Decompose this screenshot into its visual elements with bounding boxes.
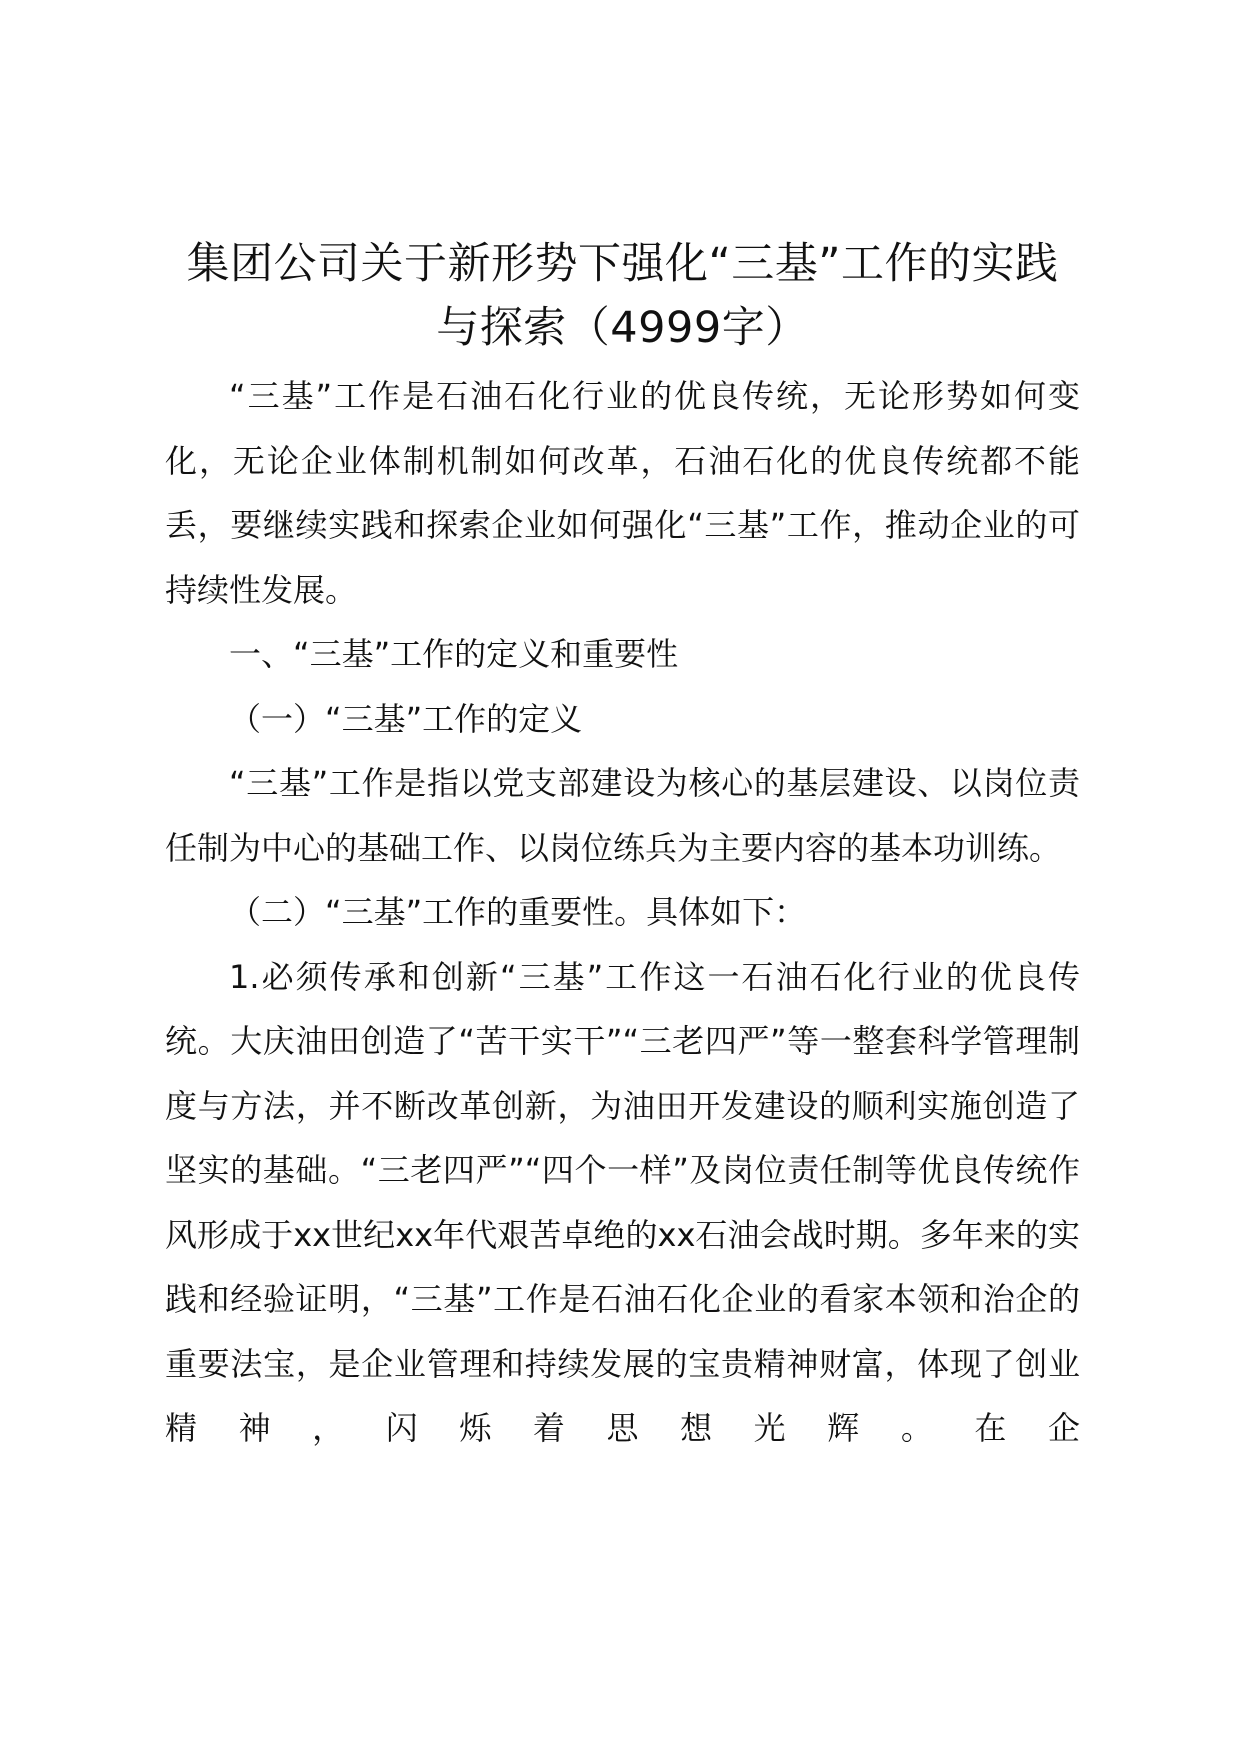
subsection-heading-1: （一）“三基”工作的定义 [229,699,583,738]
paragraph-point-1: 1.必须传承和创新“三基”工作这一石油石化行业的优良传统。大庆油田创造了“苦干实干”“三老四严”等一整套科学管理制度与方法，并不断改革创新，为油田开发建设的顺利实施创造了坚实的基础。“三老四严”“四个一样”及岗位责任制等优良传统作风形成于xx世纪xx年代艰苦卓绝的xx石油会战时期。多年来的实践和经验证明，“三基”工作是石油石化企业的看家本领和治企的重要法宝，是企业管理和持续发展的宝贵精神财富，体现了创业精神，闪烁着思想光辉。在企 [165,957,1080,1447]
paragraph-intro: “三基”工作是石油石化行业的优良传统，无论形势如何变化，无论企业体制机制如何改革，石油石化的优良传统都不能丢，要继续实践和探索企业如何强化“三基”工作，推动企业的可持续性发展。 [165,377,1080,609]
section-heading-1: 一、“三基”工作的定义和重要性 [229,635,679,673]
paragraph-definition: “三基”工作是指以党支部建设为核心的基层建设、以岗位责任制为中心的基础工作、以岗位练兵为主要内容的基本功训练。 [165,764,1080,867]
document-page [165,232,1080,1461]
subsection-heading-2: （二）“三基”工作的重要性。具体如下： [229,893,807,931]
document-title: 集团公司关于新形势下强化“三基”工作的实践与探索（4999字） [186,239,1059,353]
